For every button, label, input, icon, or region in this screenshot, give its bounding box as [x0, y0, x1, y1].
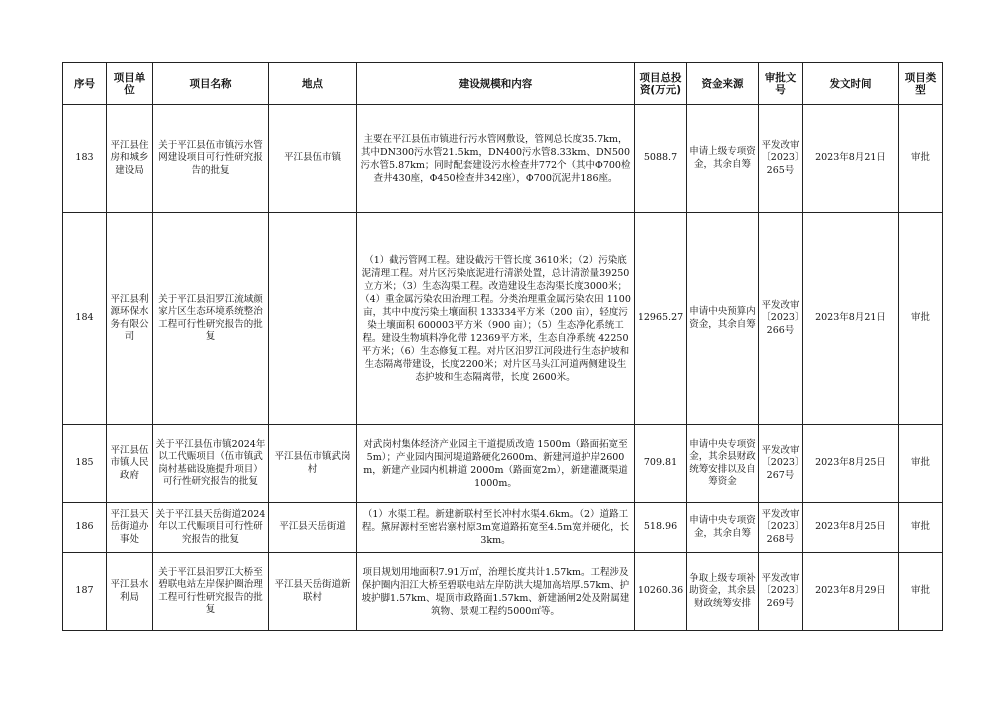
header-funding: 资金来源: [687, 63, 759, 105]
header-doc-no: 审批文号: [759, 63, 803, 105]
cell-doc-no: 平发改审〔2023〕266号: [759, 213, 803, 425]
cell-seq: 183: [63, 105, 107, 213]
cell-content: （1）水渠工程。新建新联村至长冲村水渠4.6km。（2）道路工程。黛屏源村至密岩寨村原3m宽道路拓宽至4.5m宽并硬化，长3km。: [357, 503, 635, 553]
cell-investment: 709.81: [635, 425, 687, 503]
cell-funding: 申请中央专项资金，其余县财政统筹安排以及自筹资金: [687, 425, 759, 503]
header-name: 项目名称: [153, 63, 269, 105]
cell-investment: 12965.27: [635, 213, 687, 425]
cell-date: 2023年8月29日: [803, 553, 899, 631]
cell-doc-no: 平发改审〔2023〕269号: [759, 553, 803, 631]
cell-type: 审批: [899, 105, 943, 213]
table-row: [63, 553, 943, 631]
cell-doc-no: 平发改审〔2023〕268号: [759, 503, 803, 553]
cell-date: 2023年8月21日: [803, 105, 899, 213]
cell-funding: 争取上级专项补助资金，其余县财政统筹安排: [687, 553, 759, 631]
cell-name: 关于平江县汨罗江大桥至碧联电站左岸保护圈治理工程可行性研究报告的批复: [153, 553, 269, 631]
cell-location: 平江县天岳街道: [269, 503, 357, 553]
cell-date: 2023年8月25日: [803, 503, 899, 553]
cell-seq: 184: [63, 213, 107, 425]
cell-doc-no: 平发改审〔2023〕265号: [759, 105, 803, 213]
cell-unit: 平江县利源环保水务有限公司: [107, 213, 153, 425]
cell-location: [269, 213, 357, 425]
cell-content: 主要在平江县伍市镇进行污水管网敷设，管网总长度35.7km，其中DN300污水管21.5km，DN400污水管8.33km、DN500污水管5.87km；同时配套建设污水检查井772个（其中Φ700检查井430座，Φ450检查井342座），Φ700沉泥井186座。: [357, 105, 635, 213]
cell-funding: 申请上级专项资金，其余自筹: [687, 105, 759, 213]
cell-location: 平江县天岳街道新联村: [269, 553, 357, 631]
cell-name: 关于平江县伍市镇污水管网建设项目可行性研究报告的批复: [153, 105, 269, 213]
table-row: [63, 213, 943, 425]
header-seq: 序号: [63, 63, 107, 105]
cell-unit: 平江县伍市镇人民政府: [107, 425, 153, 503]
table-row: [63, 503, 943, 553]
cell-content: 对武岗村集体经济产业园主干道提质改造 1500m（路面拓宽至 5m）；产业园内围河堤道路硬化2600m、新建河道护岸2600m，新建产业园内机耕道 2000m（路面宽2m），新建灌溉渠道 1000m。: [357, 425, 635, 503]
cell-seq: 185: [63, 425, 107, 503]
cell-seq: 187: [63, 553, 107, 631]
cell-doc-no: 平发改审〔2023〕267号: [759, 425, 803, 503]
header-investment: 项目总投资(万元): [635, 63, 687, 105]
header-unit: 项目单位: [107, 63, 153, 105]
cell-unit: 平江县住房和城乡建设局: [107, 105, 153, 213]
header-date: 发文时间: [803, 63, 899, 105]
cell-funding: 申请中央预算内资金，其余自筹: [687, 213, 759, 425]
cell-name: 关于平江县伍市镇2024年以工代赈项目（伍市镇武岗村基础设施提升项目）可行性研究报告的批复: [153, 425, 269, 503]
table-row: [63, 105, 943, 213]
header-content: 建设规模和内容: [357, 63, 635, 105]
project-approval-table: [62, 62, 943, 631]
cell-name: 关于平江县汨罗江流域颜家片区生态环境系统整治工程可行性研究报告的批复: [153, 213, 269, 425]
cell-type: 审批: [899, 425, 943, 503]
cell-type: 审批: [899, 503, 943, 553]
cell-content: （1）截污管网工程。建设截污干管长度 3610米；（2）污染底泥清理工程。对片区污染底泥进行清淤处置，总计清淤量39250立方米；（3）生态沟渠工程。改造建设生态沟渠长度3000米；（4）重金属污染农田治理工程。分类治理重金属污染农田 1100 亩，其中中度污染土壤面积 133334平方米（200 亩），轻度污染土壤面积 600003平方米（900 亩）；（5）生态净化系统工程。建设生物填料净化带 12369平方米，生态自净系统 42250平方米；（6）生态修复工程。对片区汨罗江河段进行生态护坡和生态隔离带建设，长度2200米；对片区马头江河道两侧建设生态护坡和生态隔离带，长度 2600米。: [357, 213, 635, 425]
cell-type: 审批: [899, 213, 943, 425]
cell-investment: 5088.7: [635, 105, 687, 213]
cell-investment: 518.96: [635, 503, 687, 553]
cell-location: 平江县伍市镇武岗村: [269, 425, 357, 503]
header-type: 项目类型: [899, 63, 943, 105]
cell-unit: 平江县天岳街道办事处: [107, 503, 153, 553]
table-row: [63, 425, 943, 503]
cell-content: 项目规划用地面积7.91万㎡，治理长度共计1.57km。工程涉及保护圈内汨江大桥至碧联电站左岸防洪大堤加高培厚.57km、护坡护脚1.57km、堤顶市政路面1.57km、新建涵闸2处及附属建筑物、景观工程约5000㎡等。: [357, 553, 635, 631]
cell-investment: 10260.36: [635, 553, 687, 631]
cell-unit: 平江县水利局: [107, 553, 153, 631]
cell-funding: 申请中央专项资金，其余自筹: [687, 503, 759, 553]
cell-date: 2023年8月21日: [803, 213, 899, 425]
cell-name: 关于平江县天岳街道2024年以工代赈项目可行性研究报告的批复: [153, 503, 269, 553]
cell-type: 审批: [899, 553, 943, 631]
header-location: 地点: [269, 63, 357, 105]
table-header-row: [63, 63, 943, 105]
cell-seq: 186: [63, 503, 107, 553]
cell-location: 平江县伍市镇: [269, 105, 357, 213]
cell-date: 2023年8月25日: [803, 425, 899, 503]
